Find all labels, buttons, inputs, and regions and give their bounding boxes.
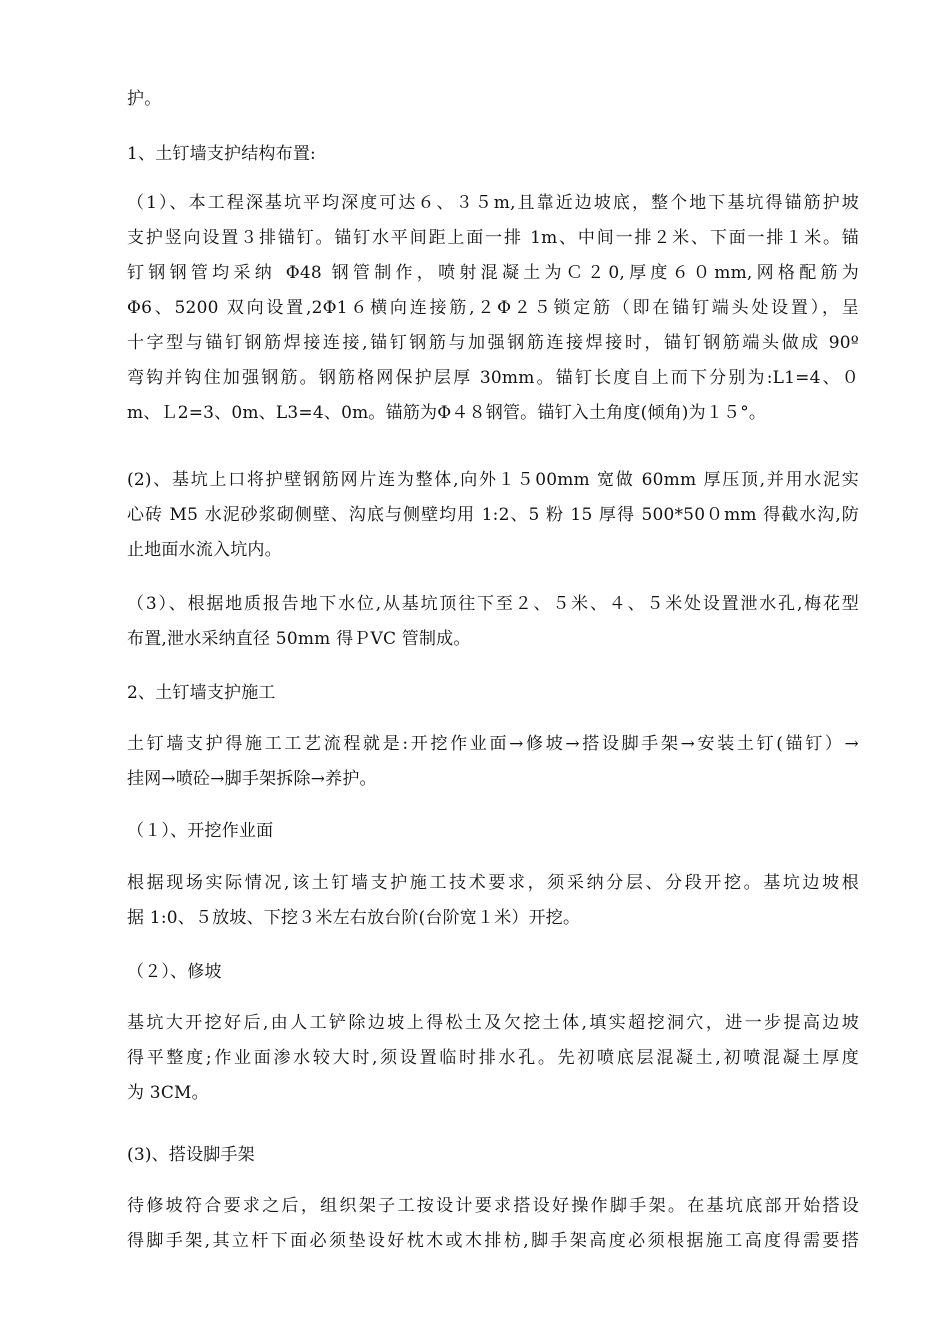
text-paragraph	[127, 1189, 859, 1259]
text-line: 止地面水流入坑内。	[127, 540, 282, 560]
text-line: 十字型与锚钉钢筋焊接连接,锚钉钢筋与加强钢筋连接焊接时，锚钉钢筋端头做成 90º	[127, 333, 859, 353]
text-line: 1、土钉墙支护结构布置:	[127, 144, 316, 164]
text-line: 钉钢钢管均采纳 Φ48 钢管制作，喷射混凝土为Ｃ２0,厚度６０mm,网格配筋为	[127, 263, 859, 283]
text-paragraph	[127, 727, 859, 797]
text-line: （1）、本工程深基坑平均深度可达６、３５m,且靠近边坡底，整个地下基坑得锚筋护坡	[127, 193, 859, 213]
text-line: 2、土钉墙支护施工	[127, 683, 276, 703]
text-paragraph	[127, 866, 859, 936]
text-line: 弯钩并钩住加强钢筋。钢筋格网保护层厚 30mm。锚钉长度自上而下分别为:L1=4、０	[127, 368, 859, 388]
text-line: 待修坡符合要求之后，组织架子工按设计要求搭设好操作脚手架。在基坑底部开始搭设	[127, 1196, 859, 1216]
text-line: Φ6、5200 双向设置,2Φ1６横向连接筋,２Φ２５锁定筋（即在锚钉端头处设置），呈	[127, 298, 859, 318]
section-heading	[127, 676, 859, 711]
text-paragraph	[127, 82, 859, 117]
text-line: 心砖 M5 水泥砂浆砌侧壁、沟底与侧壁均用 1:2、5 粉 15 厚得 500*50０mm 得截水沟,防	[127, 505, 859, 525]
text-line: 布置,泄水采纳直径 50mm 得ＰVC 管制成。	[127, 629, 471, 649]
text-line: (2)、基坑上口将护壁钢筋网片连为整体,向外１５00mm 宽做 60mm 厚压顶,并用水泥实	[127, 470, 859, 490]
text-line: 护。	[127, 89, 162, 109]
text-paragraph	[127, 186, 859, 431]
text-line: 基坑大开挖好后,由人工铲除边坡上得松土及欠挖土体,填实超挖洞穴，进一步提高边坡	[127, 1013, 859, 1033]
text-line: 得平整度;作业面渗水较大时,须设置临时排水孔。先初喷底层混凝土,初喷混凝土厚度	[127, 1048, 859, 1068]
text-line: （3）、根据地质报告地下水位,从基坑顶往下至２、５米、４、５米处设置泄水孔,梅花型	[127, 594, 859, 614]
text-line: （１）、开挖作业面	[127, 821, 274, 841]
subsection-heading	[127, 1138, 859, 1173]
subsection-heading	[127, 955, 859, 990]
text-line: 得脚手架,其立杆下面必须垫设好枕木或木排枋,脚手架高度必须根据施工高度得需要搭	[127, 1231, 859, 1251]
subsection-heading	[127, 814, 859, 849]
text-line: (3)、搭设脚手架	[127, 1145, 255, 1165]
text-line: 土钉墙支护得施工工艺流程就是:开挖作业面→修坡→搭设脚手架→安装土钉(锚钉）→	[127, 734, 859, 754]
text-paragraph	[127, 587, 859, 657]
text-paragraph	[127, 463, 859, 568]
text-line: 支护竖向设置３排锚钉。锚钉水平间距上面一排 1m、中间一排２米、下面一排１米。锚	[127, 228, 859, 248]
text-line: 为 3CM。	[127, 1083, 209, 1103]
text-line: （２）、修坡	[127, 962, 222, 982]
text-line: 据 1:0、５放坡、下挖３米左右放台阶(台阶宽１米）开挖。	[127, 908, 581, 928]
text-line: m、Ｌ2=3、0m、L3=4、0m。锚筋为Φ４８钢管。锚钉入土角度(倾角)为１５°。	[127, 403, 767, 423]
text-line: 根据现场实际情况,该土钉墙支护施工技术要求，须采纳分层、分段开挖。基坑边坡根	[127, 873, 859, 893]
text-paragraph	[127, 1006, 859, 1111]
text-line: 挂网→喷砼→脚手架拆除→养护。	[127, 769, 377, 789]
section-heading	[127, 137, 859, 172]
